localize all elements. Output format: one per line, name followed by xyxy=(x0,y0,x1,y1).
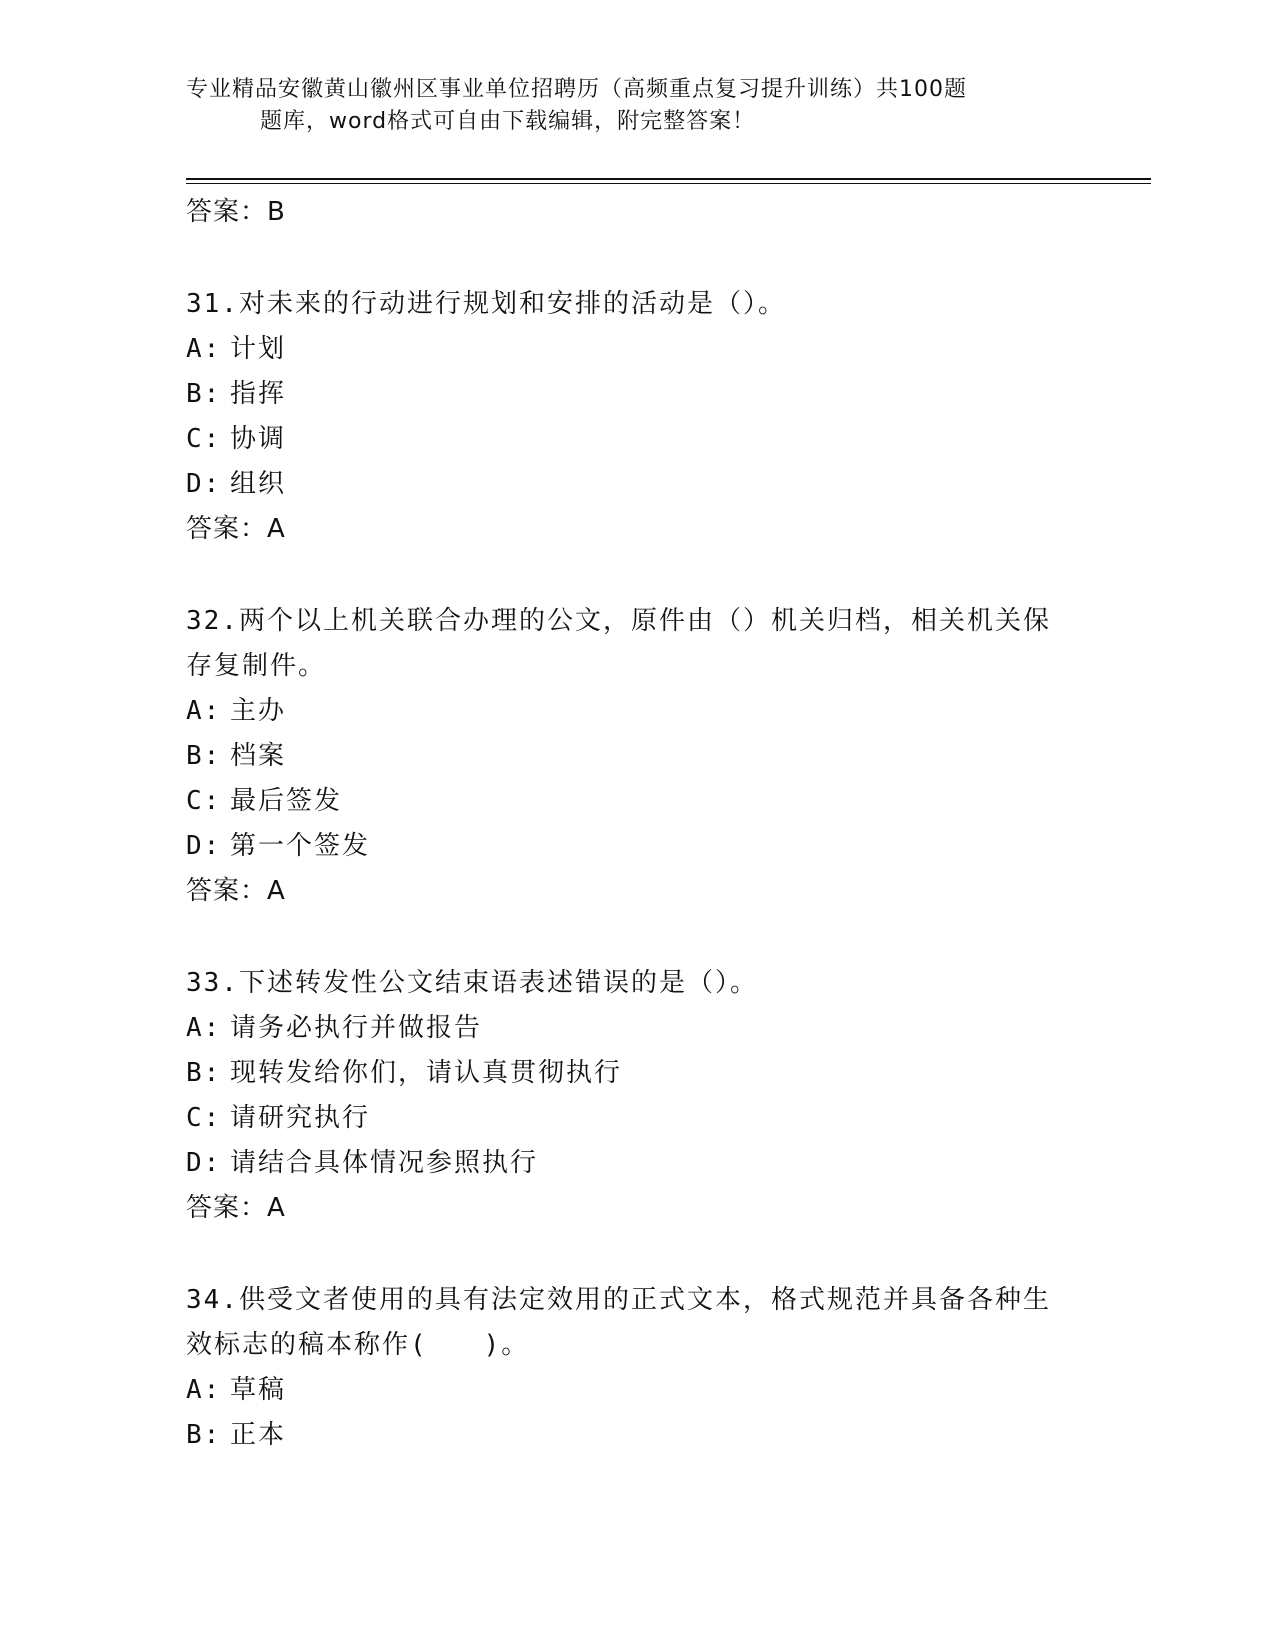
header-rule-thick xyxy=(186,178,1151,180)
option-text: 档案 xyxy=(230,741,287,771)
option-a xyxy=(186,1006,1086,1051)
option-letter: A: xyxy=(186,1013,222,1043)
question-content xyxy=(186,188,1086,1458)
answer-line: 答案：B xyxy=(186,197,286,227)
question-text: 34.供受文者使用的具有法定效用的正式文本，格式规范并具备各种生 xyxy=(186,1285,1051,1315)
option-letter: A: xyxy=(186,334,222,364)
option-b xyxy=(186,734,1086,779)
option-text: 第一个签发 xyxy=(230,831,371,861)
option-letter: D: xyxy=(186,469,222,499)
option-b xyxy=(186,372,1086,417)
option-c xyxy=(186,1096,1086,1141)
question-text-cont: 存复制件。 xyxy=(186,651,327,681)
option-letter: D: xyxy=(186,1148,222,1178)
question-32 xyxy=(186,599,1086,914)
question-text-cont: 效标志的稿本称作( )。 xyxy=(186,1330,530,1360)
option-letter: A: xyxy=(186,696,222,726)
question-31 xyxy=(186,282,1086,552)
option-letter: C: xyxy=(186,424,222,454)
option-c xyxy=(186,417,1086,462)
answer-line: 答案：A xyxy=(186,876,286,906)
option-text: 请务必执行并做报告 xyxy=(230,1013,483,1043)
option-letter: B: xyxy=(186,1420,222,1450)
option-d xyxy=(186,1141,1086,1186)
option-c xyxy=(186,779,1086,824)
option-text: 正本 xyxy=(230,1420,287,1450)
option-letter: B: xyxy=(186,379,222,409)
option-text: 组织 xyxy=(230,469,287,499)
option-text: 指挥 xyxy=(230,379,287,409)
answer-line: 答案：A xyxy=(186,1193,286,1223)
option-text: 请研究执行 xyxy=(230,1103,371,1133)
option-letter: B: xyxy=(186,741,222,771)
question-text: 31.对未来的行动进行规划和安排的活动是（）。 xyxy=(186,289,786,319)
question-text: 33.下述转发性公文结束语表述错误的是（）。 xyxy=(186,968,758,998)
option-b xyxy=(186,1413,1086,1458)
option-text: 主办 xyxy=(230,696,287,726)
option-letter: C: xyxy=(186,1103,222,1133)
option-letter: A: xyxy=(186,1375,222,1405)
option-a xyxy=(186,1368,1086,1413)
option-text: 协调 xyxy=(230,424,287,454)
header-line-1: 专业精品安徽黄山徽州区事业单位招聘历（高频重点复习提升训练）共100题 xyxy=(186,77,967,102)
option-d xyxy=(186,824,1086,869)
option-d xyxy=(186,462,1086,507)
option-letter: B: xyxy=(186,1058,222,1088)
option-letter: C: xyxy=(186,786,222,816)
option-b xyxy=(186,1051,1086,1096)
option-letter: D: xyxy=(186,831,222,861)
question-33 xyxy=(186,961,1086,1231)
option-text: 现转发给你们，请认真贯彻执行 xyxy=(230,1058,623,1088)
page-header xyxy=(186,74,1086,138)
option-text: 草稿 xyxy=(230,1375,287,1405)
question-34 xyxy=(186,1278,1086,1458)
question-text: 32.两个以上机关联合办理的公文，原件由（）机关归档，相关机关保 xyxy=(186,606,1051,636)
option-a xyxy=(186,689,1086,734)
header-rule-thin xyxy=(186,183,1151,184)
option-text: 请结合具体情况参照执行 xyxy=(230,1148,539,1178)
option-text: 计划 xyxy=(230,334,287,364)
header-line-2: 题库，word格式可自由下载编辑，附完整答案！ xyxy=(260,109,756,134)
option-a xyxy=(186,327,1086,372)
answer-line: 答案：A xyxy=(186,514,286,544)
option-text: 最后签发 xyxy=(230,786,343,816)
